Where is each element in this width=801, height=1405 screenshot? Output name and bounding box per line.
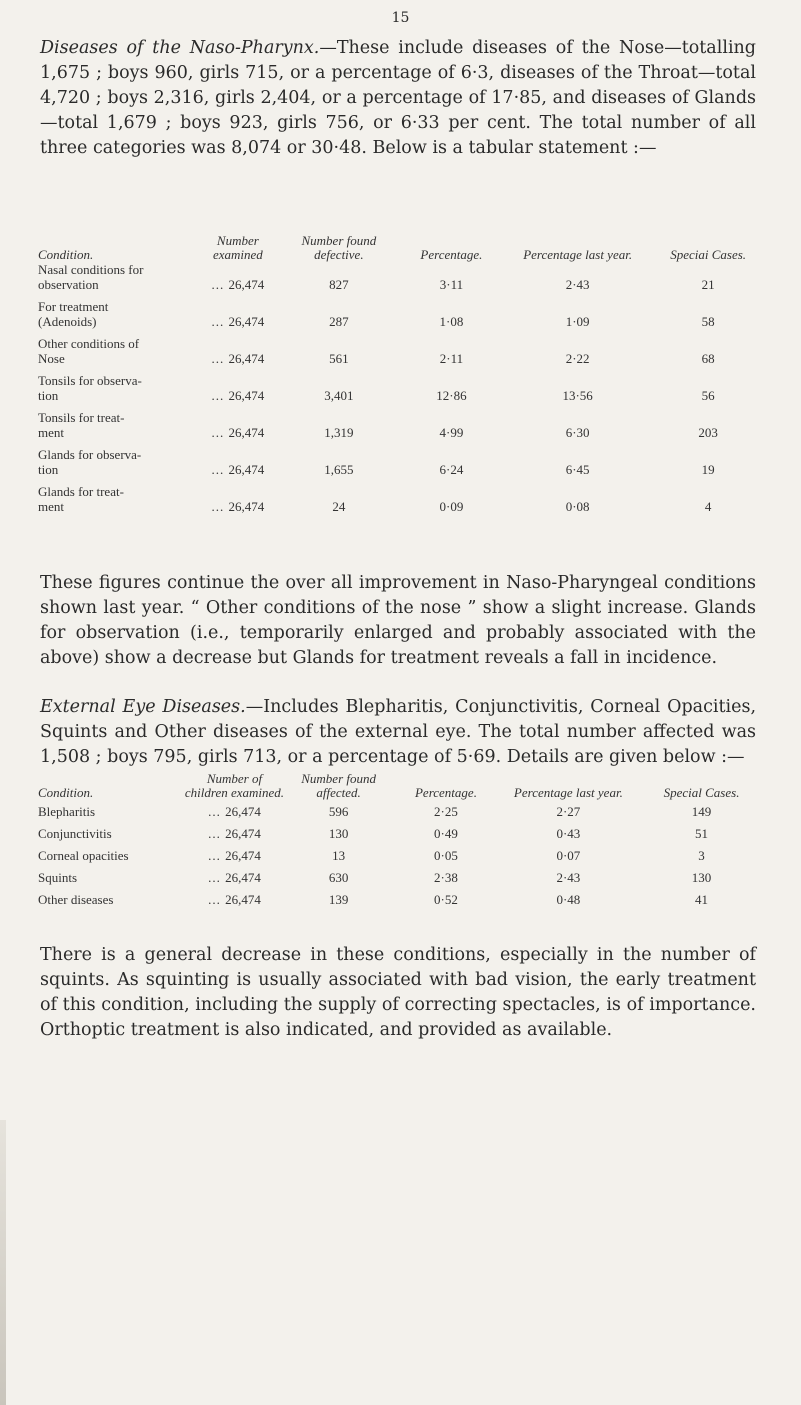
defective-cell: 24 [332,499,346,514]
examined-cell [184,800,285,822]
examined-cell [196,462,280,484]
percentage-cell: 2·25 [434,804,458,819]
condition-cell: Other conditions of [38,336,140,351]
naso-pharynx-intro [40,36,756,161]
col-header-affected: Number found affected. [301,771,376,800]
condition-cell: Squints [38,870,78,885]
col-header-condition: Condition. [38,247,94,262]
condition-cell: Other diseases [38,892,114,907]
eye-diseases-intro-text: —Includes Blepharitis, Conjunctivitis, Corneal Opacities, Squints and Other diseases of the external eye. The total number affected was 1,508 ; boys 795, girls 713, or a percentage of 5·69. Details are given below :— [40,697,757,767]
leader-dots: ... [211,314,229,329]
defective-cell: 3,401 [324,388,354,403]
condition-cell: Nose [38,351,65,366]
affected-cell: 139 [328,892,349,907]
table-row [38,822,766,844]
special-cell: 68 [701,351,715,366]
percentage-cell: 0·49 [434,826,458,841]
condition-cell: tion [38,462,59,477]
percentage-cell: 12·86 [436,388,467,403]
last-year-cell: 0·48 [556,892,581,907]
special-cell: 41 [695,892,709,907]
examined-cell [196,277,280,299]
table-row [38,800,766,822]
condition-cell: For treatment [38,299,109,314]
table-row [38,410,766,425]
last-year-cell: 0·08 [565,499,590,514]
table-row [38,888,766,910]
table-row [38,425,766,447]
examined-cell-value: 26,474 [225,848,261,863]
leader-dots: ... [211,462,229,477]
leader-dots: ... [211,425,229,440]
defective-cell: 561 [329,351,349,366]
table-row [38,277,766,299]
special-cell: 203 [698,425,718,440]
condition-cell: Nasal conditions for [38,262,144,277]
eye-diseases-conclusion: There is a general decrease in these conditions, especially in the number of squints. As squinting is usually associated with bad vision, the early treatment of this condition, including the supply of correcting spectacles, is of importance. Orthoptic treatment is also indicated, and provided as available. [40,945,756,1040]
examined-cell [184,888,285,910]
percentage-cell: 0·05 [434,848,458,863]
eye-diseases-intro [40,695,756,770]
table-row [38,299,766,314]
examined-cell-value: 26,474 [228,462,265,477]
last-year-cell: 6·30 [565,425,590,440]
special-cell: 130 [691,870,712,885]
examined-cell-value: 26,474 [225,804,261,819]
percentage-cell: 2·11 [439,351,464,366]
last-year-cell: 6·45 [565,462,590,477]
condition-cell: Tonsils for observa- [38,373,142,388]
naso-pharynx-conclusion: These figures continue the over all improvement in Naso-Pharyngeal conditions shown last year. “ Other conditions of the nose ” show a slight increase. Glands for observation (i.e., temporarily enlarged and probably associated with the above) show a decrease but Glands for treatment reveals a fall in incidence. [40,573,756,668]
col-header-last-year: Percentage last year. [513,785,623,800]
percentage-cell: 1·08 [439,314,464,329]
eye-diseases-table [38,772,766,910]
page-number: 15 [391,10,410,26]
col-header-condition: Condition. [38,785,94,800]
col-header-percentage: Percentage. [414,785,477,800]
table-row [38,351,766,373]
col-header-percentage: Percentage. [420,247,483,262]
condition-cell: Corneal opacities [38,848,129,863]
examined-cell-value: 26,474 [228,277,265,292]
leader-dots: ... [208,804,226,819]
examined-cell-value: 26,474 [225,870,261,885]
examined-cell [184,844,285,866]
examined-cell-value: 26,474 [228,425,265,440]
examined-cell [196,351,280,373]
leader-dots: ... [211,499,229,514]
table-row [38,336,766,351]
table-row [38,314,766,336]
condition-cell: Glands for observa- [38,447,142,462]
table-row [38,447,766,462]
special-cell: 21 [701,277,715,292]
last-year-cell: 0·43 [556,826,581,841]
col-header-defective: Number found defective. [301,233,377,262]
condition-cell: ment [38,425,64,440]
special-cell: 3 [698,848,705,863]
table-row [38,844,766,866]
percentage-cell: 4·99 [439,425,464,440]
special-cell: 149 [691,804,712,819]
leader-dots: ... [208,892,226,907]
affected-cell: 596 [328,804,349,819]
percentage-cell: 6·24 [439,462,464,477]
last-year-cell: 13·56 [562,388,593,403]
leader-dots: ... [208,870,226,885]
special-cell: 19 [701,462,715,477]
examined-cell [196,499,280,521]
table-row [38,262,766,277]
percentage-cell: 0·09 [439,499,464,514]
naso-pharynx-heading: Diseases of the Naso-Pharynx. [40,38,320,58]
examined-cell-value: 26,474 [225,826,261,841]
defective-cell: 827 [329,277,349,292]
last-year-cell: 2·43 [565,277,590,292]
table-row [38,373,766,388]
defective-cell: 1,319 [324,425,354,440]
condition-cell: (Adenoids) [38,314,97,329]
affected-cell: 130 [328,826,349,841]
condition-cell: ment [38,499,64,514]
examined-cell-value: 26,474 [228,388,265,403]
last-year-cell: 1·09 [565,314,590,329]
percentage-cell: 0·52 [434,892,458,907]
table-row [38,499,766,521]
percentage-cell: 2·38 [434,870,458,885]
special-cell: 4 [704,499,712,514]
special-cell: 51 [695,826,709,841]
naso-pharynx-table [38,234,766,521]
table-row [38,462,766,484]
examined-cell-value: 26,474 [225,892,261,907]
last-year-cell: 2·22 [565,351,590,366]
special-cell: 58 [701,314,715,329]
special-cell: 56 [701,388,715,403]
affected-cell: 13 [332,848,346,863]
defective-cell: 1,655 [324,462,354,477]
condition-cell: observation [38,277,99,292]
condition-cell: Glands for treat- [38,484,124,499]
page-edge-shadow [0,1120,6,1405]
percentage-cell: 3·11 [439,277,464,292]
naso-pharynx-intro-text: —These include diseases of the Nose—totalling 1,675 ; boys 960, girls 715, or a percentage of 6·3, diseases of the Throat—total 4,720 ; boys 2,316, girls 2,404, or a percentage of 17·85, and diseases of Glands—total 1,679 ; boys 923, girls 756, or 6·33 per cent. The total number of all three categories was 8,074 or 30·48. Below is a tabular statement :— [40,38,757,158]
table-row [38,388,766,410]
col-header-examined: Number examined [212,233,263,262]
leader-dots: ... [211,277,229,292]
examined-cell [196,388,280,410]
condition-cell: tion [38,388,59,403]
examined-cell [184,822,285,844]
table-row [38,484,766,499]
examined-cell-value: 26,474 [228,351,265,366]
examined-cell [196,425,280,447]
examined-cell-value: 26,474 [228,499,265,514]
condition-cell: Blepharitis [38,804,96,819]
condition-cell: Tonsils for treat- [38,410,125,425]
col-header-examined: Number of children examined. [184,771,285,800]
condition-cell: Conjunctivitis [38,826,112,841]
col-header-special: Speciai Cases. [670,247,747,262]
last-year-cell: 0·07 [556,848,581,863]
last-year-cell: 2·43 [556,870,581,885]
last-year-cell: 2·27 [556,804,581,819]
leader-dots: ... [208,848,226,863]
leader-dots: ... [211,388,229,403]
examined-cell [196,314,280,336]
defective-cell: 287 [329,314,349,329]
col-header-last-year: Percentage last year. [523,247,633,262]
col-header-special: Special Cases. [663,785,740,800]
affected-cell: 630 [328,870,349,885]
leader-dots: ... [211,351,229,366]
table-row [38,866,766,888]
leader-dots: ... [208,826,226,841]
examined-cell [184,866,285,888]
examined-cell-value: 26,474 [228,314,265,329]
eye-diseases-heading: External Eye Diseases. [40,697,246,717]
